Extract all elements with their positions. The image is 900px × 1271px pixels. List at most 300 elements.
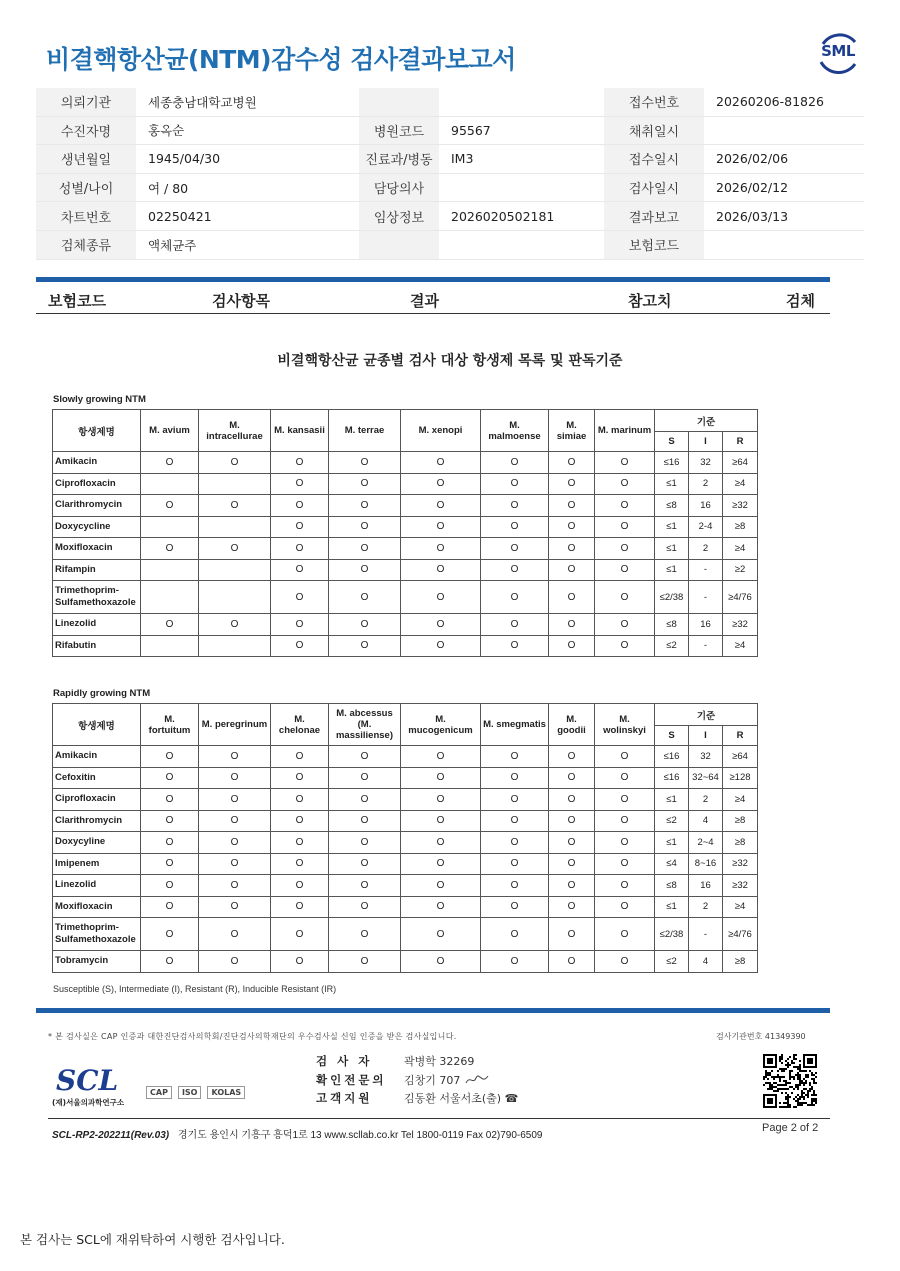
drug-name: Trimethoprim-Sulfamethoxazole — [53, 581, 141, 614]
criteria-r: ≥64 — [723, 452, 758, 474]
table-row — [53, 810, 758, 832]
applicable-mark: O — [481, 559, 549, 581]
section-title: 비결핵항산균 균종별 검사 대상 항생제 목록 및 판독기준 — [277, 353, 623, 369]
applicable-mark: O — [401, 951, 481, 973]
criteria-s: ≤16 — [655, 452, 689, 474]
applicable-mark: O — [329, 746, 401, 768]
applicable-mark: O — [595, 614, 655, 636]
footer-address: 경기도 용인시 기흥구 흥덕1로 13 www.scllab.co.kr Tel 1800-0119 Fax 02)790-6509 — [177, 1130, 543, 1141]
applicable-mark: O — [595, 473, 655, 495]
criteria-r: ≥8 — [723, 516, 758, 538]
criteria-r: ≥8 — [723, 832, 758, 854]
table-row — [53, 746, 758, 768]
drug-name: Rifampin — [53, 559, 141, 581]
criteria-r: ≥32 — [723, 614, 758, 636]
criteria-i: 2 — [689, 538, 723, 560]
applicable-mark: O — [199, 875, 271, 897]
applicable-mark: O — [199, 538, 271, 560]
applicable-mark: O — [271, 614, 329, 636]
result-header — [36, 290, 830, 312]
species-header: M. mucogenicum — [401, 704, 481, 746]
table-row — [53, 918, 758, 951]
applicable-mark: O — [549, 635, 595, 657]
applicable-mark: O — [549, 452, 595, 474]
applicable-mark: O — [141, 746, 199, 768]
drug-name: Ciprofloxacin — [53, 473, 141, 495]
info-label: 병원코드 — [359, 117, 439, 145]
rapid-ntm-table — [52, 703, 758, 973]
criteria-i: 16 — [689, 614, 723, 636]
criteria-r: ≥4 — [723, 635, 758, 657]
drug-name: Rifabutin — [53, 635, 141, 657]
info-row — [36, 117, 864, 146]
applicable-mark: O — [329, 789, 401, 811]
criteria-r: ≥4 — [723, 538, 758, 560]
applicable-mark: O — [271, 767, 329, 789]
info-value: 95567 — [451, 122, 491, 138]
applicable-mark: O — [549, 746, 595, 768]
applicable-mark: O — [481, 810, 549, 832]
drug-name: Clarithromycin — [53, 495, 141, 517]
iso-badge: ISO — [178, 1086, 202, 1099]
drug-name: Linezolid — [53, 875, 141, 897]
criteria-s: ≤2 — [655, 951, 689, 973]
info-value — [704, 117, 864, 145]
info-value: 2026/02/12 — [716, 180, 789, 196]
criteria-i: 8~16 — [689, 853, 723, 875]
applicable-mark: O — [329, 495, 401, 517]
species-header: M. avium — [141, 410, 199, 452]
applicable-mark — [141, 635, 199, 657]
applicable-mark: O — [549, 896, 595, 918]
criteria-i: 2 — [689, 473, 723, 495]
applicable-mark: O — [549, 875, 595, 897]
table-row — [53, 896, 758, 918]
table-row — [53, 452, 758, 474]
sml-logo-text: SML — [821, 42, 855, 60]
applicable-mark — [141, 473, 199, 495]
applicable-mark: O — [595, 951, 655, 973]
staff-value: 김동환 서울서초(출) ☎ — [404, 1092, 519, 1106]
applicable-mark: O — [481, 581, 549, 614]
applicable-mark: O — [595, 538, 655, 560]
applicable-mark: O — [271, 473, 329, 495]
applicable-mark: O — [549, 559, 595, 581]
applicable-mark: O — [481, 896, 549, 918]
applicable-mark: O — [481, 767, 549, 789]
info-label — [359, 88, 439, 116]
staff-block — [316, 1052, 518, 1108]
criteria-s: ≤2 — [655, 810, 689, 832]
criteria-col: R — [723, 726, 758, 746]
applicable-mark — [199, 473, 271, 495]
criteria-s: ≤16 — [655, 746, 689, 768]
species-header: M. simiae — [549, 410, 595, 452]
criteria-i: 32~64 — [689, 767, 723, 789]
header-ref: 참고치 — [628, 292, 672, 310]
info-label: 채취일시 — [604, 117, 704, 145]
applicable-mark: O — [595, 559, 655, 581]
info-value: 2026020502181 — [451, 208, 555, 224]
info-label: 차트번호 — [36, 202, 136, 230]
applicable-mark: O — [481, 516, 549, 538]
criteria-i: 32 — [689, 452, 723, 474]
accreditation-badges — [146, 1086, 245, 1099]
applicable-mark: O — [401, 896, 481, 918]
info-label: 접수일시 — [604, 145, 704, 173]
applicable-mark: O — [401, 614, 481, 636]
applicable-mark: O — [141, 875, 199, 897]
applicable-mark: O — [271, 951, 329, 973]
info-value — [439, 231, 604, 259]
info-value: 세종충남대학교병원 — [148, 94, 257, 110]
applicable-mark: O — [595, 452, 655, 474]
table-row — [53, 614, 758, 636]
applicable-mark: O — [271, 918, 329, 951]
applicable-mark: O — [329, 853, 401, 875]
criteria-header: 기준 — [655, 410, 758, 432]
criteria-col: R — [723, 432, 758, 452]
info-label: 검체종류 — [36, 231, 136, 259]
applicable-mark: O — [329, 559, 401, 581]
criteria-s: ≤1 — [655, 538, 689, 560]
criteria-s: ≤4 — [655, 853, 689, 875]
species-header: M. smegmatis — [481, 704, 549, 746]
applicable-mark: O — [401, 538, 481, 560]
applicable-mark: O — [595, 853, 655, 875]
applicable-mark: O — [199, 746, 271, 768]
info-label: 생년월일 — [36, 145, 136, 173]
applicable-mark: O — [271, 635, 329, 657]
applicable-mark — [199, 635, 271, 657]
criteria-col: S — [655, 432, 689, 452]
info-value: 2026/03/13 — [716, 208, 789, 224]
applicable-mark: O — [329, 452, 401, 474]
applicable-mark: O — [595, 810, 655, 832]
species-header: M. chelonae — [271, 704, 329, 746]
info-label: 진료과/병동 — [359, 145, 439, 173]
staff-label: 고객지원 — [316, 1091, 373, 1106]
applicable-mark: O — [141, 853, 199, 875]
applicable-mark: O — [329, 635, 401, 657]
applicable-mark: O — [141, 614, 199, 636]
applicable-mark: O — [549, 832, 595, 854]
applicable-mark: O — [549, 789, 595, 811]
drug-name: Linezolid — [53, 614, 141, 636]
criteria-r: ≥32 — [723, 495, 758, 517]
criteria-i: 2~4 — [689, 832, 723, 854]
applicable-mark: O — [199, 767, 271, 789]
info-value — [704, 231, 864, 259]
kolas-badge: KOLAS — [207, 1086, 245, 1099]
applicable-mark: O — [401, 767, 481, 789]
applicable-mark: O — [329, 875, 401, 897]
applicable-mark: O — [481, 918, 549, 951]
criteria-i: - — [689, 635, 723, 657]
info-value: 홍옥순 — [148, 123, 185, 139]
drug-name: Imipenem — [53, 853, 141, 875]
drug-name: Doxycyline — [53, 832, 141, 854]
info-value: 액체균주 — [148, 237, 197, 253]
applicable-mark: O — [595, 516, 655, 538]
applicable-mark: O — [271, 495, 329, 517]
applicable-mark: O — [549, 581, 595, 614]
applicable-mark: O — [141, 495, 199, 517]
applicable-mark: O — [595, 789, 655, 811]
species-header: M. intracellurae — [199, 410, 271, 452]
qr-code-icon — [763, 1054, 817, 1108]
applicable-mark: O — [481, 832, 549, 854]
species-header: M. terrae — [329, 410, 401, 452]
info-label: 의뢰기관 — [36, 88, 136, 116]
criteria-r: ≥32 — [723, 875, 758, 897]
applicable-mark: O — [329, 767, 401, 789]
applicable-mark: O — [595, 746, 655, 768]
applicable-mark: O — [199, 853, 271, 875]
header-item: 검사항목 — [212, 292, 270, 310]
applicable-mark: O — [271, 516, 329, 538]
criteria-r: ≥128 — [723, 767, 758, 789]
criteria-s: ≤1 — [655, 516, 689, 538]
applicable-mark: O — [595, 581, 655, 614]
applicable-mark: O — [199, 918, 271, 951]
criteria-r: ≥8 — [723, 810, 758, 832]
criteria-i: 16 — [689, 875, 723, 897]
criteria-s: ≤8 — [655, 495, 689, 517]
applicable-mark: O — [271, 746, 329, 768]
criteria-s: ≤1 — [655, 832, 689, 854]
species-header: M. abcessus (M. massiliense) — [329, 704, 401, 746]
criteria-s: ≤2/38 — [655, 918, 689, 951]
info-label: 임상정보 — [359, 202, 439, 230]
table-row — [53, 516, 758, 538]
criteria-s: ≤1 — [655, 473, 689, 495]
drug-name: Tobramycin — [53, 951, 141, 973]
applicable-mark: O — [329, 896, 401, 918]
criteria-s: ≤8 — [655, 614, 689, 636]
table-row — [53, 635, 758, 657]
criteria-r: ≥4 — [723, 896, 758, 918]
footer-code: SCL-RP2-202211(Rev.03) — [52, 1130, 170, 1141]
applicable-mark: O — [595, 896, 655, 918]
applicable-mark: O — [401, 516, 481, 538]
info-value: IM3 — [451, 151, 474, 167]
drug-name: Ciprofloxacin — [53, 789, 141, 811]
footer-line — [48, 1118, 830, 1119]
info-row — [36, 145, 864, 174]
applicable-mark: O — [199, 789, 271, 811]
criteria-r: ≥2 — [723, 559, 758, 581]
applicable-mark: O — [271, 559, 329, 581]
info-label: 보험코드 — [604, 231, 704, 259]
species-header: M. peregrinum — [199, 704, 271, 746]
applicable-mark: O — [549, 767, 595, 789]
header-drug: 항생제명 — [53, 704, 141, 746]
applicable-mark: O — [549, 473, 595, 495]
applicable-mark: O — [401, 853, 481, 875]
criteria-s: ≤1 — [655, 559, 689, 581]
footer-text — [52, 1126, 542, 1141]
applicable-mark — [141, 516, 199, 538]
applicable-mark: O — [271, 875, 329, 897]
info-value: 2026/02/06 — [716, 151, 789, 167]
patient-info-table — [36, 88, 864, 260]
applicable-mark: O — [549, 538, 595, 560]
criteria-s: ≤1 — [655, 896, 689, 918]
drug-name: Cefoxitin — [53, 767, 141, 789]
applicable-mark: O — [199, 832, 271, 854]
applicable-mark: O — [595, 832, 655, 854]
applicable-mark: O — [481, 951, 549, 973]
applicable-mark: O — [401, 495, 481, 517]
table-row — [53, 538, 758, 560]
applicable-mark: O — [141, 832, 199, 854]
applicable-mark: O — [271, 789, 329, 811]
criteria-r: ≥4 — [723, 789, 758, 811]
info-row — [36, 174, 864, 203]
applicable-mark: O — [401, 875, 481, 897]
drug-name: Doxycycline — [53, 516, 141, 538]
drug-name: Trimethoprim-Sulfamethoxazole — [53, 918, 141, 951]
criteria-s: ≤2 — [655, 635, 689, 657]
applicable-mark — [141, 581, 199, 614]
header-result: 결과 — [410, 292, 439, 310]
applicable-mark: O — [199, 614, 271, 636]
applicable-mark: O — [141, 810, 199, 832]
criteria-header: 기준 — [655, 704, 758, 726]
applicable-mark: O — [481, 495, 549, 517]
species-header: M. goodii — [549, 704, 595, 746]
header-underline — [36, 313, 830, 314]
applicable-mark: O — [141, 951, 199, 973]
applicable-mark: O — [481, 746, 549, 768]
applicable-mark: O — [141, 896, 199, 918]
divider-bar-bottom — [36, 1008, 830, 1013]
applicable-mark: O — [481, 614, 549, 636]
criteria-col: S — [655, 726, 689, 746]
table-row — [53, 581, 758, 614]
applicable-mark: O — [401, 746, 481, 768]
table-row — [53, 832, 758, 854]
applicable-mark: O — [271, 538, 329, 560]
info-value — [439, 174, 604, 202]
divider-bar-top — [36, 277, 830, 282]
applicable-mark: O — [401, 473, 481, 495]
applicable-mark: O — [595, 875, 655, 897]
applicable-mark: O — [549, 853, 595, 875]
criteria-r: ≥8 — [723, 951, 758, 973]
applicable-mark: O — [329, 516, 401, 538]
applicable-mark: O — [329, 538, 401, 560]
info-row — [36, 202, 864, 231]
drug-name: Amikacin — [53, 452, 141, 474]
applicable-mark: O — [401, 789, 481, 811]
info-label: 성별/나이 — [36, 174, 136, 202]
species-header: M. marinum — [595, 410, 655, 452]
applicable-mark: O — [329, 951, 401, 973]
applicable-mark — [199, 581, 271, 614]
criteria-r: ≥32 — [723, 853, 758, 875]
applicable-mark: O — [401, 832, 481, 854]
table-row — [53, 853, 758, 875]
table-row — [53, 789, 758, 811]
applicable-mark: O — [595, 635, 655, 657]
applicable-mark: O — [141, 767, 199, 789]
applicable-mark: O — [271, 581, 329, 614]
criteria-i: 4 — [689, 951, 723, 973]
signature-icon — [464, 1073, 490, 1087]
info-value: 1945/04/30 — [148, 151, 221, 167]
criteria-i: 2 — [689, 789, 723, 811]
species-header: M. malmoense — [481, 410, 549, 452]
applicable-mark: O — [329, 614, 401, 636]
staff-label: 확인전문의 — [316, 1072, 387, 1087]
applicable-mark: O — [271, 832, 329, 854]
applicable-mark: O — [549, 810, 595, 832]
info-label — [359, 231, 439, 259]
staff-value: 김창기 707 — [404, 1073, 461, 1087]
species-header: M. kansasii — [271, 410, 329, 452]
applicable-mark: O — [481, 789, 549, 811]
applicable-mark — [199, 516, 271, 538]
scl-logo: SCL — [56, 1064, 119, 1097]
species-header: M. wolinskyi — [595, 704, 655, 746]
applicable-mark: O — [199, 896, 271, 918]
applicable-mark: O — [481, 473, 549, 495]
applicable-mark: O — [401, 918, 481, 951]
info-label: 접수번호 — [604, 88, 704, 116]
applicable-mark: O — [401, 810, 481, 832]
criteria-i: 32 — [689, 746, 723, 768]
staff-row — [316, 1071, 518, 1090]
info-label: 담당의사 — [359, 174, 439, 202]
cap-badge: CAP — [146, 1086, 172, 1099]
applicable-mark: O — [549, 918, 595, 951]
slow-ntm-label: Slowly growing NTM — [53, 394, 146, 405]
applicable-mark: O — [141, 918, 199, 951]
info-value: 02250421 — [148, 208, 212, 224]
criteria-r: ≥64 — [723, 746, 758, 768]
info-value: 20260206-81826 — [716, 94, 824, 110]
applicable-mark: O — [481, 853, 549, 875]
criteria-i: - — [689, 559, 723, 581]
criteria-i: 2-4 — [689, 516, 723, 538]
table-row — [53, 495, 758, 517]
species-header: M. xenopi — [401, 410, 481, 452]
drug-name: Moxifloxacin — [53, 538, 141, 560]
applicable-mark: O — [271, 896, 329, 918]
info-label: 결과보고 — [604, 202, 704, 230]
applicable-mark: O — [329, 918, 401, 951]
applicable-mark: O — [549, 495, 595, 517]
applicable-mark: O — [199, 810, 271, 832]
criteria-i: 2 — [689, 896, 723, 918]
sml-logo — [815, 30, 861, 76]
applicable-mark: O — [595, 495, 655, 517]
report-title: 비결핵항산균(NTM)감수성 검사결과보고서 — [46, 45, 516, 74]
applicable-mark: O — [199, 495, 271, 517]
applicable-mark: O — [329, 832, 401, 854]
table-row — [53, 473, 758, 495]
header-drug: 항생제명 — [53, 410, 141, 452]
criteria-s: ≤1 — [655, 789, 689, 811]
info-row — [36, 88, 864, 117]
header-specimen: 검체 — [786, 292, 815, 310]
table-row — [53, 875, 758, 897]
applicable-mark: O — [271, 452, 329, 474]
applicable-mark: O — [549, 516, 595, 538]
certification-number: 검사기관번호 41349390 — [716, 1032, 806, 1041]
